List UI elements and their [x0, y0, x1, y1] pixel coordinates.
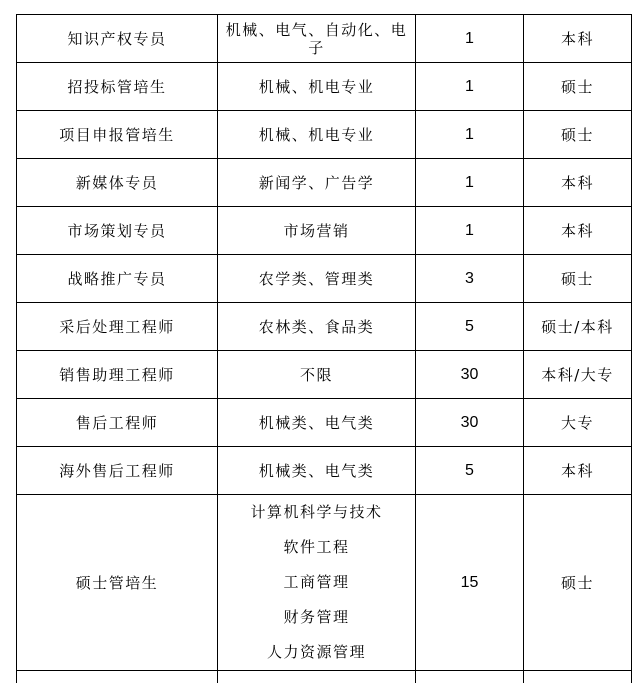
table-row [17, 159, 632, 207]
position-cell: 售后工程师 [17, 399, 218, 447]
table-body [17, 15, 632, 683]
degree-cell: 本科 [524, 447, 632, 495]
degree-cell: 硕士/本科 [524, 303, 632, 351]
degree-cell: 本科 [524, 207, 632, 255]
major-cell: 机械类、电气类 [218, 447, 416, 495]
position-cell: 新媒体专员 [17, 159, 218, 207]
table-row [17, 351, 632, 399]
degree-cell: 硕士 [524, 255, 632, 303]
count-cell: 5 [416, 303, 524, 351]
empty-cell [17, 671, 218, 683]
major-line: 人力资源管理 [266, 643, 366, 661]
empty-cell [524, 671, 632, 683]
degree-cell: 本科 [524, 15, 632, 63]
count-cell: 1 [416, 63, 524, 111]
degree-cell: 本科 [524, 159, 632, 207]
degree-cell: 硕士 [524, 63, 632, 111]
empty-cell [218, 671, 416, 683]
table-row [17, 207, 632, 255]
position-cell: 采后处理工程师 [17, 303, 218, 351]
count-cell: 1 [416, 15, 524, 63]
degree-cell: 硕士 [524, 111, 632, 159]
major-cell: 农林类、食品类 [218, 303, 416, 351]
table-row [17, 111, 632, 159]
position-cell: 招投标管培生 [17, 63, 218, 111]
major-cell: 机械、机电专业 [218, 111, 416, 159]
major-line: 计算机科学与技术 [250, 503, 383, 521]
major-cell: 不限 [218, 351, 416, 399]
count-cell: 30 [416, 399, 524, 447]
major-line: 工商管理 [283, 573, 350, 591]
degree-cell: 本科/大专 [524, 351, 632, 399]
major-cell: 农学类、管理类 [218, 255, 416, 303]
table-row [17, 399, 632, 447]
position-cell: 市场策划专员 [17, 207, 218, 255]
major-line: 软件工程 [283, 538, 350, 556]
degree-cell: 大专 [524, 399, 632, 447]
degree-cell: 硕士 [524, 495, 632, 671]
major-cell: 机械类、电气类 [218, 399, 416, 447]
count-cell: 5 [416, 447, 524, 495]
position-cell: 知识产权专员 [17, 15, 218, 63]
position-cell: 销售助理工程师 [17, 351, 218, 399]
major-list-cell [218, 495, 416, 671]
table-row [17, 15, 632, 63]
major-cell: 机械、机电专业 [218, 63, 416, 111]
position-cell: 硕士管培生 [17, 495, 218, 671]
major-cell: 新闻学、广告学 [218, 159, 416, 207]
count-cell: 1 [416, 159, 524, 207]
table-row [17, 255, 632, 303]
major-line: 财务管理 [283, 608, 350, 626]
major-cell: 市场营销 [218, 207, 416, 255]
recruitment-table [16, 14, 632, 683]
position-cell: 战略推广专员 [17, 255, 218, 303]
table-row [17, 303, 632, 351]
table-row-multi-major [17, 495, 632, 671]
count-cell: 1 [416, 207, 524, 255]
count-cell: 30 [416, 351, 524, 399]
table-row-partial [17, 671, 632, 683]
empty-cell [416, 671, 524, 683]
table-row [17, 447, 632, 495]
table-row [17, 63, 632, 111]
major-cell: 机械、电气、自动化、电子 [218, 15, 416, 63]
count-cell: 3 [416, 255, 524, 303]
count-cell: 15 [416, 495, 524, 671]
position-cell: 项目申报管培生 [17, 111, 218, 159]
position-cell: 海外售后工程师 [17, 447, 218, 495]
count-cell: 1 [416, 111, 524, 159]
